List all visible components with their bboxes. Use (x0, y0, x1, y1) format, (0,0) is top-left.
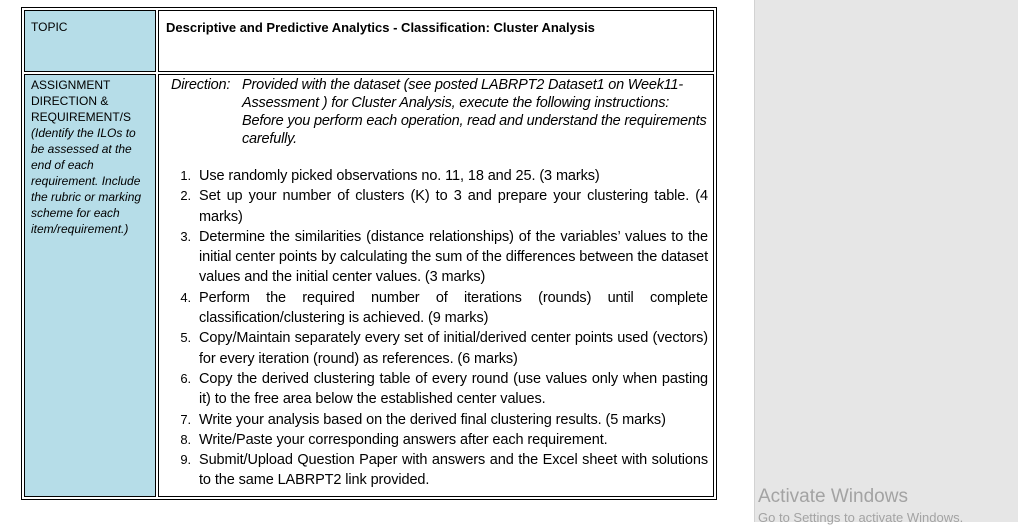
requirement-number: 5. (180, 330, 191, 346)
requirement-text: Use randomly picked observations no. 11, 18 and 25. (3 marks) (199, 168, 600, 184)
requirement-item (166, 186, 708, 227)
requirement-number: 7. (180, 411, 191, 427)
assignment-label-line-1: ASSIGNMENT (31, 78, 111, 92)
requirement-number: 6. (180, 370, 191, 386)
topic-row (24, 10, 714, 72)
requirement-item (166, 288, 708, 329)
topic-title: Descriptive and Predictive Analytics - Classification: Cluster Analysis (166, 20, 595, 35)
side-pane (754, 0, 1018, 522)
assignment-content-cell (158, 74, 714, 497)
requirement-number: 9. (180, 452, 191, 468)
assignment-note: (Identify the ILOs to be assessed at the end of each requirement. Include the rubric or marking scheme for each item/requirement.) (31, 126, 142, 236)
direction-label: Direction: (171, 77, 231, 93)
requirement-text: Copy/Maintain separately every set of initial/derived center points used (vectors) for every iteration (round) as references. (6 marks) (199, 330, 708, 367)
activate-windows-subtitle: Go to Settings to activate Windows. (758, 510, 964, 525)
requirement-text: Submit/Upload Question Paper with answers and the Excel sheet with solutions to the same LABRPT2 link provided. (199, 452, 708, 489)
requirement-text: Set up your number of clusters (K) to 3 and prepare your clustering table. (4 marks) (199, 188, 708, 225)
requirement-text: Determine the similarities (distance relationships) of the variables’ values to the initial center points by calculating the sum of the differences between the dataset values and the initial center values. (3 marks) (199, 228, 708, 286)
assignment-label-line-3: REQUIREMENT/S (31, 110, 132, 124)
topic-value-cell (158, 10, 714, 72)
requirement-item (166, 430, 708, 450)
requirement-text: Write your analysis based on the derived final clustering results. (5 marks) (199, 411, 666, 428)
requirement-number: 1. (180, 168, 191, 183)
topic-label-cell (24, 10, 156, 72)
requirement-text: Copy the derived clustering table of every round (use values only when pasting it) to the free area below the established center values. (199, 370, 708, 408)
assignment-label-line-2: DIRECTION & (31, 94, 109, 108)
requirement-item (166, 166, 708, 186)
requirement-number: 8. (180, 431, 191, 447)
direction-text: Provided with the dataset (see posted LABRPT2 Dataset1 on Week11-Assessment ) for Cluster Analysis, execute the following instructions: Before you perform each operation, read and understand the requirements carefully. (242, 77, 707, 147)
requirement-item (166, 410, 708, 430)
requirements-list (166, 166, 708, 491)
requirement-number: 4. (180, 289, 191, 305)
topic-label: TOPIC (31, 20, 68, 34)
direction-block (166, 76, 708, 148)
assignment-row (24, 74, 714, 497)
assignment-table (21, 7, 717, 500)
requirement-text: Write/Paste your corresponding answers after each requirement. (199, 431, 608, 448)
requirement-item (166, 328, 708, 369)
requirement-text: Perform the required number of iterations (rounds) until complete classification/clustering is achieved. (9 marks) (199, 289, 708, 327)
requirement-item (166, 450, 708, 491)
requirement-item (166, 369, 708, 410)
requirement-number: 3. (180, 228, 191, 244)
activate-windows-title: Activate Windows (758, 486, 908, 507)
requirement-number: 2. (180, 188, 191, 204)
requirement-item (166, 227, 708, 288)
assignment-label-cell (24, 74, 156, 497)
